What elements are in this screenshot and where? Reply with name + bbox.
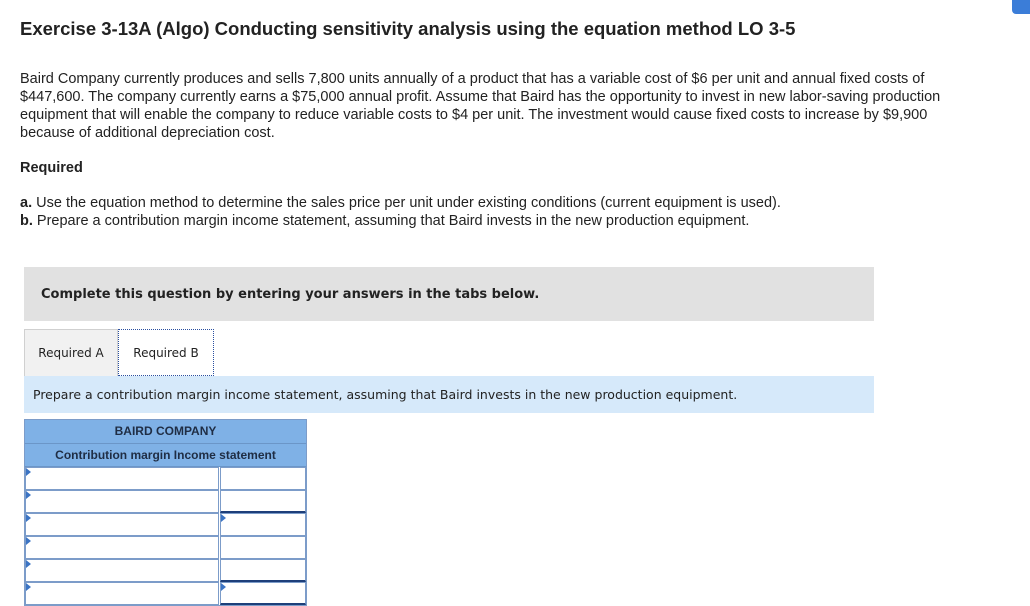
row-amount-input[interactable] [221,537,305,558]
row-label-cell [25,559,219,582]
row-amount-input[interactable] [221,491,305,511]
tab-panel-prompt-text: Prepare a contribution margin income statement, assuming that Baird invests in the new production equipment. [33,387,738,402]
row-amount-cell [220,559,306,582]
row-label-select[interactable] [26,491,218,512]
row-amount-cell [220,513,306,536]
row-label-cell [25,582,219,605]
tab-required-b[interactable] [118,329,214,376]
exercise-title: Exercise 3-13A (Algo) Conducting sensitivity analysis using the equation method LO 3-5 [20,18,796,39]
statement-title: Contribution margin Income statement [25,444,306,467]
row-amount-input[interactable] [221,468,305,489]
table-row [25,559,306,582]
row-amount-input[interactable] [221,583,305,603]
row-amount-cell [220,582,306,605]
row-label-select[interactable] [26,560,218,581]
table-row [25,490,306,513]
row-amount-input[interactable] [221,514,305,535]
requirements-list [20,194,781,230]
tab-bar [24,329,214,376]
row-label-select[interactable] [26,514,218,535]
row-amount-cell [220,467,306,490]
requirement-b [20,212,781,230]
tab-panel-prompt [24,376,874,413]
table-row [25,536,306,559]
tab-required-a[interactable] [24,329,118,376]
row-label-cell [25,513,219,536]
income-statement-table [24,419,307,606]
requirement-a-text: Use the equation method to determine the sales price per unit under existing conditions (current equipment is used). [36,195,781,211]
tab-required-b-label: Required B [133,345,199,360]
row-amount-cell [220,536,306,559]
company-name: BAIRD COMPANY [25,420,306,444]
row-label-select[interactable] [26,537,218,558]
row-label-cell [25,467,219,490]
row-amount-cell [220,490,306,513]
row-amount-input[interactable] [221,560,305,580]
requirement-a [20,194,781,212]
row-label-select[interactable] [26,583,218,604]
corner-badge [1012,0,1030,14]
row-label-cell [25,490,219,513]
requirement-b-text: Prepare a contribution margin income statement, assuming that Baird invests in the new production equipment. [36,213,750,229]
row-label-select[interactable] [26,468,218,489]
tab-required-a-label: Required A [38,346,104,360]
problem-text: Baird Company currently produces and sells 7,800 units annually of a product that has a variable cost of $6 per unit and annual fixed costs of $447,600. The company currently earns a $75,000 annual profit. Assume that Baird has the opportunity to invest in new labor-saving production equipment that will enable the company to reduce variable costs to $4 per unit. The investment would cause fixed costs to increase by $9,900 because of additional depreciation cost. [20,71,941,141]
instruction-box [24,267,874,321]
table-header [25,420,306,467]
requirement-b-letter: b. [20,213,33,229]
required-heading: Required [20,160,83,176]
row-label-cell [25,536,219,559]
table-row [25,582,306,605]
table-row [25,513,306,536]
requirement-a-letter: a. [20,195,33,211]
instruction-text: Complete this question by entering your answers in the tabs below. [41,286,540,302]
table-row [25,467,306,490]
